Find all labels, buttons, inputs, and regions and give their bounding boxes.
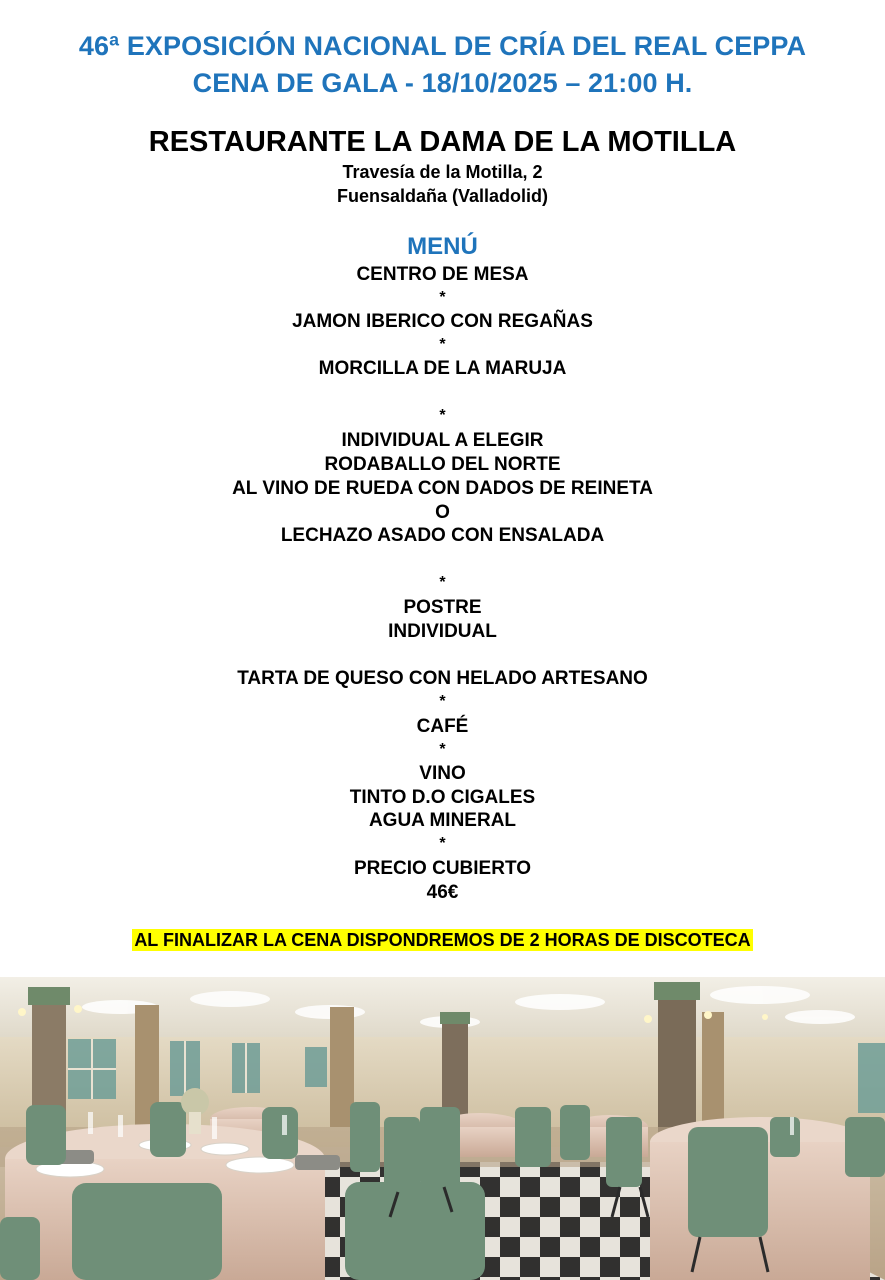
menu-separator: * — [439, 289, 446, 306]
menu-item: TARTA DE QUESO CON HELADO ARTESANO — [237, 668, 648, 689]
menu-item: RODABALLO DEL NORTE — [324, 454, 561, 475]
notice-wrapper — [0, 929, 885, 951]
event-title-line-1: 46ª EXPOSICIÓN NACIONAL DE CRÍA DEL REAL CEPPA — [78, 31, 807, 61]
menu-item: TINTO D.O CIGALES — [349, 787, 536, 808]
restaurant-address-city: Fuensaldaña (Valladolid) — [336, 186, 549, 206]
menu-item: CAFÉ — [416, 716, 469, 737]
menu-item: INDIVIDUAL A ELEGIR — [341, 430, 544, 451]
menu-price: 46€ — [426, 882, 459, 903]
menu-heading: MENÚ — [407, 233, 478, 260]
menu-separator: * — [439, 693, 446, 710]
menu-item: VINO — [419, 763, 466, 784]
menu-item: POSTRE — [403, 597, 482, 618]
menu-separator: * — [439, 336, 446, 353]
menu-item: INDIVIDUAL — [388, 621, 497, 642]
menu-separator: * — [439, 574, 446, 591]
restaurant-photo — [0, 977, 885, 1280]
menu-separator: * — [439, 741, 446, 758]
menu-item: O — [435, 502, 450, 523]
menu-item: JAMON IBERICO CON REGAÑAS — [292, 311, 593, 332]
menu-item: AGUA MINERAL — [368, 810, 517, 831]
menu-item: PRECIO CUBIERTO — [353, 858, 531, 879]
restaurant-name: RESTAURANTE LA DAMA DE LA MOTILLA — [148, 126, 737, 158]
restaurant-address-street: Travesía de la Motilla, 2 — [342, 162, 543, 182]
menu-item: LECHAZO ASADO CON ENSALADA — [280, 525, 605, 546]
menu-item: AL VINO DE RUEDA CON DADOS DE REINETA — [232, 478, 653, 499]
menu-item: CENTRO DE MESA — [356, 264, 529, 285]
restaurant-photo-illustration — [0, 977, 885, 1280]
event-title-line-2: CENA DE GALA - 18/10/2025 – 21:00 H. — [192, 68, 693, 98]
menu-separator: * — [439, 407, 446, 424]
menu-item: MORCILLA DE LA MARUJA — [318, 358, 567, 379]
discoteca-notice: AL FINALIZAR LA CENA DISPONDREMOS DE 2 HORAS DE DISCOTECA — [134, 930, 751, 950]
menu-separator: * — [439, 835, 446, 852]
